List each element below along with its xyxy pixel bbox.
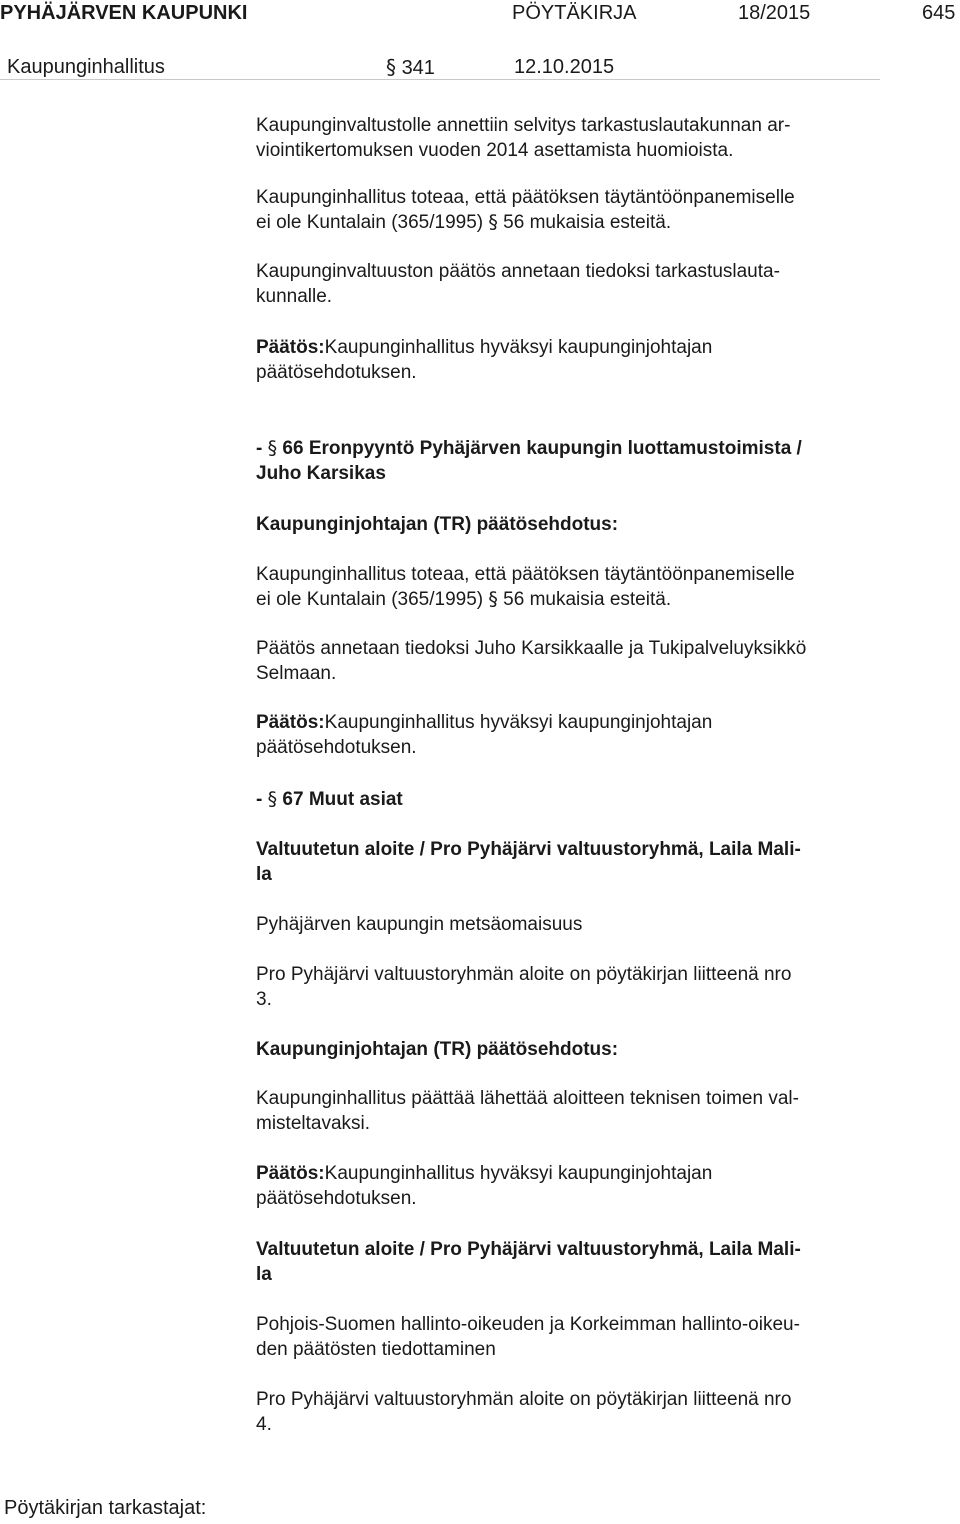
organization-name: PYHÄJÄRVEN KAUPUNKI: [0, 2, 248, 24]
decision-block: [256, 335, 896, 385]
text-line: ei ole Kuntalain (365/1995) § 56 mukaisia esteitä.: [256, 588, 672, 610]
paragraph-report: [256, 113, 896, 163]
initiative-heading: [256, 1237, 896, 1287]
text-line: päätösehdotuksen.: [256, 362, 417, 383]
header-divider: [0, 79, 880, 80]
text-line: Kaupunginvaltustolle annettiin selvitys tarkastuslautakunnan ar-: [256, 115, 791, 136]
text-line: 3.: [256, 989, 272, 1010]
text-line: misteltavaksi.: [256, 1113, 371, 1134]
section-sign: §: [488, 588, 498, 610]
proposal-text: [256, 1086, 896, 1136]
text-line: viointikertomuksen vuoden 2014 asettamista huomioista.: [256, 140, 734, 161]
paragraph-notification: [256, 636, 896, 686]
decision-label: Päätös:: [256, 712, 325, 733]
paragraph-notification: [256, 259, 896, 309]
text-line: ei ole Kuntalain (365/1995) § 56 mukaisia esteitä.: [256, 211, 672, 233]
text-line: la: [256, 864, 272, 885]
section-header: [386, 55, 435, 80]
text-line: Kaupunginhallitus toteaa, että päätöksen täytäntöönpanemiselle: [256, 564, 795, 585]
item-67-title: [256, 787, 896, 812]
decision-label: Päätös:: [256, 1163, 325, 1184]
item-66-title: [256, 436, 896, 486]
decision-block: [256, 710, 896, 760]
paragraph-enforcement: [256, 562, 896, 612]
text-line: päätösehdotuksen.: [256, 1188, 417, 1209]
text-line: den päätösten tiedottaminen: [256, 1339, 496, 1360]
text-line: - § 67 Muut asiat: [256, 788, 403, 810]
text-line: Päätös annetaan tiedoksi Juho Karsikkaalle ja Tukipalveluyksikkö: [256, 638, 807, 659]
meeting-date: 12.10.2015: [514, 56, 615, 78]
text-line: Kaupunginhallitus toteaa, että päätöksen täytäntöönpanemiselle: [256, 187, 795, 208]
text-line: Juho Karsikas: [256, 463, 386, 484]
body-name: Kaupunginhallitus: [7, 56, 165, 78]
text-line: Päätös:Kaupunginhallitus hyväksyi kaupunginjohtajan: [256, 1163, 713, 1184]
reviewers-label: Pöytäkirjan tarkastajat:: [4, 1497, 207, 1519]
text-line: päätösehdotuksen.: [256, 737, 417, 758]
text-line: Valtuutetun aloite / Pro Pyhäjärvi valtuustoryhmä, Laila Mali-: [256, 1239, 801, 1260]
section-sign: §: [267, 437, 278, 459]
attachment-note: [256, 1387, 896, 1437]
text-line: Pyhäjärven kaupungin metsäomaisuus: [256, 914, 583, 935]
text-line: Päätös:Kaupunginhallitus hyväksyi kaupunginjohtajan: [256, 712, 713, 733]
section-sign: §: [386, 55, 396, 79]
text-line: Kaupunginjohtajan (TR) päätösehdotus:: [256, 1039, 619, 1060]
page-number: 645: [922, 2, 956, 24]
decision-label: Päätös:: [256, 337, 325, 358]
section-sign: §: [267, 788, 278, 810]
initiative-heading: [256, 837, 896, 887]
text-line: Pro Pyhäjärvi valtuustoryhmän aloite on pöytäkirjan liitteenä nro: [256, 964, 792, 985]
paragraph-enforcement: [256, 185, 896, 235]
document-type: PÖYTÄKIRJA: [512, 2, 637, 24]
text-line: Päätös:Kaupunginhallitus hyväksyi kaupunginjohtajan: [256, 337, 713, 358]
proposal-heading: [256, 512, 896, 537]
text-line: Pohjois-Suomen hallinto-oikeuden ja Korkeimman hallinto-oikeu-: [256, 1314, 800, 1335]
proposal-heading: [256, 1037, 896, 1062]
section-number: 341: [401, 57, 435, 79]
decision-block: [256, 1161, 896, 1211]
section-sign: §: [488, 211, 498, 233]
document-number: 18/2015: [738, 2, 811, 24]
text-line: Kaupunginjohtajan (TR) päätösehdotus:: [256, 514, 619, 535]
text-line: Selmaan.: [256, 663, 337, 684]
text-line: Kaupunginhallitus päättää lähettää aloitteen teknisen toimen val-: [256, 1088, 799, 1109]
text-line: kunnalle.: [256, 286, 333, 307]
text-line: Valtuutetun aloite / Pro Pyhäjärvi valtuustoryhmä, Laila Mali-: [256, 839, 801, 860]
text-line: - § 66 Eronpyyntö Pyhäjärven kaupungin luottamustoimista /: [256, 437, 802, 459]
initiative-topic: [256, 912, 896, 937]
text-line: 4.: [256, 1414, 272, 1435]
text-line: Pro Pyhäjärvi valtuustoryhmän aloite on pöytäkirjan liitteenä nro: [256, 1389, 792, 1410]
initiative-topic: [256, 1312, 896, 1362]
text-line: Kaupunginvaltuuston päätös annetaan tiedoksi tarkastuslauta-: [256, 261, 780, 282]
attachment-note: [256, 962, 896, 1012]
text-line: la: [256, 1264, 272, 1285]
